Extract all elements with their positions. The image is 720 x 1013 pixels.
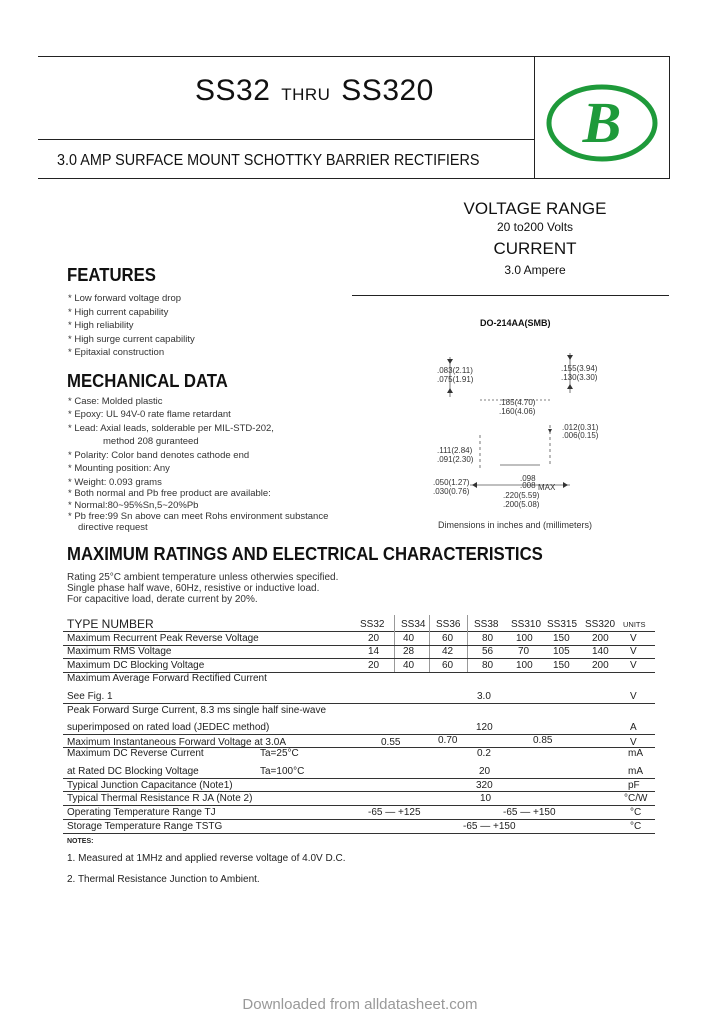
type-header: SS320 bbox=[585, 619, 616, 630]
mech-item: * Mounting position: Any bbox=[68, 463, 170, 474]
cell: 56 bbox=[482, 646, 494, 657]
cell: 20 bbox=[368, 633, 380, 644]
condition: Ta=25°C bbox=[260, 748, 299, 759]
row-label: Maximum DC Reverse Current bbox=[67, 748, 204, 759]
dim-label: .160(4.06) bbox=[499, 407, 536, 416]
dim-label: .220(5.59) bbox=[503, 491, 540, 500]
row-sublabel: at Rated DC Blocking Voltage bbox=[67, 766, 199, 777]
cell: 150 bbox=[553, 633, 570, 644]
dim-label: .083(2.11) bbox=[437, 366, 473, 375]
cell: 14 bbox=[368, 646, 380, 657]
rating-note: Rating 25°C ambient temperature unless otherwies specified. bbox=[67, 572, 339, 583]
dim-label: MAX bbox=[538, 483, 556, 492]
dim-label: .111(2.84) bbox=[437, 446, 473, 455]
cell: 60 bbox=[442, 660, 454, 671]
table-rule bbox=[63, 703, 655, 704]
cell: 320 bbox=[476, 780, 493, 791]
table-rule bbox=[63, 778, 655, 779]
unit: °C/W bbox=[624, 793, 648, 804]
dim-label: .008 bbox=[520, 481, 536, 490]
col-sep bbox=[394, 615, 395, 673]
type-header: SS310 bbox=[511, 619, 542, 630]
mech-item: * Epoxy: UL 94V-0 rate flame retardant bbox=[68, 409, 231, 420]
type-header: SS34 bbox=[401, 619, 426, 630]
ratings-title: MAXIMUM RATINGS AND ELECTRICAL CHARACTERISTICS bbox=[67, 544, 543, 564]
cell: 0.55 bbox=[381, 737, 401, 748]
features-title: FEATURES bbox=[67, 265, 156, 285]
dim-label: .050(1.27) bbox=[433, 478, 470, 487]
voltage-range-value: 20 to200 Volts bbox=[496, 220, 574, 234]
cell: 60 bbox=[442, 633, 454, 644]
download-footer: Downloaded from alldatasheet.com bbox=[242, 996, 478, 1013]
cell: -65 — +150 bbox=[503, 807, 556, 818]
note: 1. Measured at 1MHz and applied reverse voltage of 4.0V D.C. bbox=[67, 853, 346, 864]
row-sublabel: superimposed on rated load (JEDEC method) bbox=[67, 722, 270, 733]
cell: 28 bbox=[403, 646, 415, 657]
current-title: CURRENT bbox=[493, 239, 577, 258]
cell: 20 bbox=[368, 660, 380, 671]
table-rule bbox=[63, 819, 655, 820]
unit: pF bbox=[628, 780, 640, 791]
cell: 100 bbox=[516, 633, 533, 644]
rating-note: For capacitive load, derate current by 20%. bbox=[67, 594, 258, 605]
feature-item: * High surge current capability bbox=[68, 334, 195, 345]
note: 2. Thermal Resistance Junction to Ambient. bbox=[67, 874, 260, 885]
notes-title: NOTES: bbox=[67, 838, 94, 845]
cell: 140 bbox=[592, 646, 609, 657]
table-rule bbox=[63, 734, 655, 735]
voltage-range-title: VOLTAGE RANGE bbox=[463, 199, 607, 218]
logo-divider bbox=[534, 56, 535, 178]
part-from: SS32 bbox=[195, 74, 271, 107]
mech-item: * Case: Molded plastic bbox=[68, 396, 163, 407]
cell: 0.70 bbox=[438, 735, 458, 746]
condition: Ta=100°C bbox=[260, 766, 305, 777]
right-border bbox=[669, 56, 670, 178]
mech-item: directive request bbox=[78, 522, 148, 533]
type-header: SS315 bbox=[547, 619, 578, 630]
mech-item: * Pb free:99 Sn above can meet Rohs environment substance bbox=[68, 511, 329, 522]
row-label: Typical Junction Capacitance (Note1) bbox=[67, 780, 233, 791]
type-number-label: TYPE NUMBER bbox=[67, 617, 154, 631]
cell: -65 — +125 bbox=[368, 807, 421, 818]
unit: °C bbox=[630, 807, 642, 818]
cell: -65 — +150 bbox=[463, 821, 516, 832]
subtitle: 3.0 AMP SURFACE MOUNT SCHOTTKY BARRIER RECTIFIERS bbox=[57, 152, 480, 169]
units-header: UNITS bbox=[623, 620, 646, 629]
dim-label: .006(0.15) bbox=[562, 431, 599, 440]
cell: 200 bbox=[592, 660, 609, 671]
dim-label: .155(3.94) bbox=[561, 364, 598, 373]
dim-label: .030(0.76) bbox=[433, 487, 470, 496]
page-title bbox=[195, 74, 434, 108]
row-label: Storage Temperature Range TSTG bbox=[67, 821, 223, 832]
table-rule bbox=[63, 631, 655, 632]
cell: 40 bbox=[403, 633, 415, 644]
unit: mA bbox=[628, 748, 643, 759]
dim-label: .012(0.31) bbox=[562, 423, 599, 432]
cell: 10 bbox=[480, 793, 492, 804]
dim-label: .185(4.70) bbox=[499, 398, 536, 407]
feature-item: * High current capability bbox=[68, 307, 169, 318]
row-label: Peak Forward Surge Current, 8.3 ms single half sine-wave bbox=[67, 705, 327, 716]
mech-item: method 208 guranteed bbox=[103, 436, 199, 447]
row-sublabel: See Fig. 1 bbox=[67, 691, 113, 702]
type-header: SS32 bbox=[360, 619, 385, 630]
unit: °C bbox=[630, 821, 642, 832]
cell: 80 bbox=[482, 633, 494, 644]
unit: V bbox=[630, 737, 637, 748]
cell: 70 bbox=[518, 646, 530, 657]
row-label: Maximum RMS Voltage bbox=[67, 646, 172, 657]
cell: 40 bbox=[403, 660, 415, 671]
mech-item: * Both normal and Pb free product are available: bbox=[68, 488, 271, 499]
type-header: SS38 bbox=[474, 619, 499, 630]
current-value: 3.0 Ampere bbox=[504, 263, 566, 277]
feature-item: * Low forward voltage drop bbox=[68, 293, 182, 304]
mech-item: * Weight: 0.093 grams bbox=[68, 477, 162, 488]
dimensions-caption: Dimensions in inches and (millimeters) bbox=[438, 520, 593, 530]
feature-item: * High reliability bbox=[68, 320, 134, 331]
col-sep bbox=[429, 615, 430, 673]
row-label: Maximum Recurrent Peak Reverse Voltage bbox=[67, 633, 259, 644]
cell: 80 bbox=[482, 660, 494, 671]
unit: V bbox=[630, 633, 637, 644]
dim-label: .200(5.08) bbox=[503, 500, 540, 509]
row-label: Typical Thermal Resistance R JA (Note 2) bbox=[67, 793, 253, 804]
range-divider bbox=[352, 295, 669, 296]
cell: 120 bbox=[476, 722, 493, 733]
unit: V bbox=[630, 691, 637, 702]
feature-item: * Epitaxial construction bbox=[68, 347, 165, 358]
unit: A bbox=[630, 722, 637, 733]
cell: 3.0 bbox=[477, 691, 491, 702]
cell: 42 bbox=[442, 646, 454, 657]
row-label: Maximum DC Blocking Voltage bbox=[67, 660, 205, 671]
rating-note: Single phase half wave, 60Hz, resistive or inductive load. bbox=[67, 583, 320, 594]
cell: 0.2 bbox=[477, 748, 491, 759]
logo-letter: B bbox=[582, 90, 622, 155]
dim-label: .075(1.91) bbox=[437, 375, 474, 384]
cell: 0.85 bbox=[533, 735, 553, 746]
title-divider bbox=[38, 139, 534, 140]
unit: mA bbox=[628, 766, 643, 777]
dim-label: .130(3.30) bbox=[561, 373, 598, 382]
dim-label: .091(2.30) bbox=[437, 455, 474, 464]
table-rule bbox=[63, 658, 655, 659]
cell: 200 bbox=[592, 633, 609, 644]
row-label: Operating Temperature Range TJ bbox=[67, 807, 216, 818]
table-rule bbox=[63, 791, 655, 792]
table-rule bbox=[63, 833, 655, 834]
mech-item: * Lead: Axial leads, solderable per MIL-STD-202, bbox=[68, 423, 274, 434]
cell: 20 bbox=[479, 766, 491, 777]
unit: V bbox=[630, 646, 637, 657]
table-rule bbox=[63, 805, 655, 806]
brand-logo bbox=[546, 84, 658, 162]
col-sep bbox=[467, 615, 468, 673]
row-label: Maximum Average Forward Rectified Current bbox=[67, 673, 267, 684]
mech-item: * Normal:80~95%Sn,5~20%Pb bbox=[68, 500, 199, 511]
package-name: DO-214AA(SMB) bbox=[480, 318, 551, 328]
thru-label: THRU bbox=[281, 85, 331, 104]
unit: V bbox=[630, 660, 637, 671]
row-label: Maximum Instantaneous Forward Voltage at 3.0A bbox=[67, 737, 287, 748]
header-bottom-border bbox=[38, 178, 670, 179]
mechanical-title: MECHANICAL DATA bbox=[67, 371, 228, 391]
cell: 150 bbox=[553, 660, 570, 671]
dim-label: .098 bbox=[520, 474, 536, 483]
type-header: SS36 bbox=[436, 619, 461, 630]
cell: 100 bbox=[516, 660, 533, 671]
top-border bbox=[38, 56, 670, 57]
part-to: SS320 bbox=[341, 74, 434, 107]
cell: 105 bbox=[553, 646, 570, 657]
mech-item: * Polarity: Color band denotes cathode end bbox=[68, 450, 250, 461]
